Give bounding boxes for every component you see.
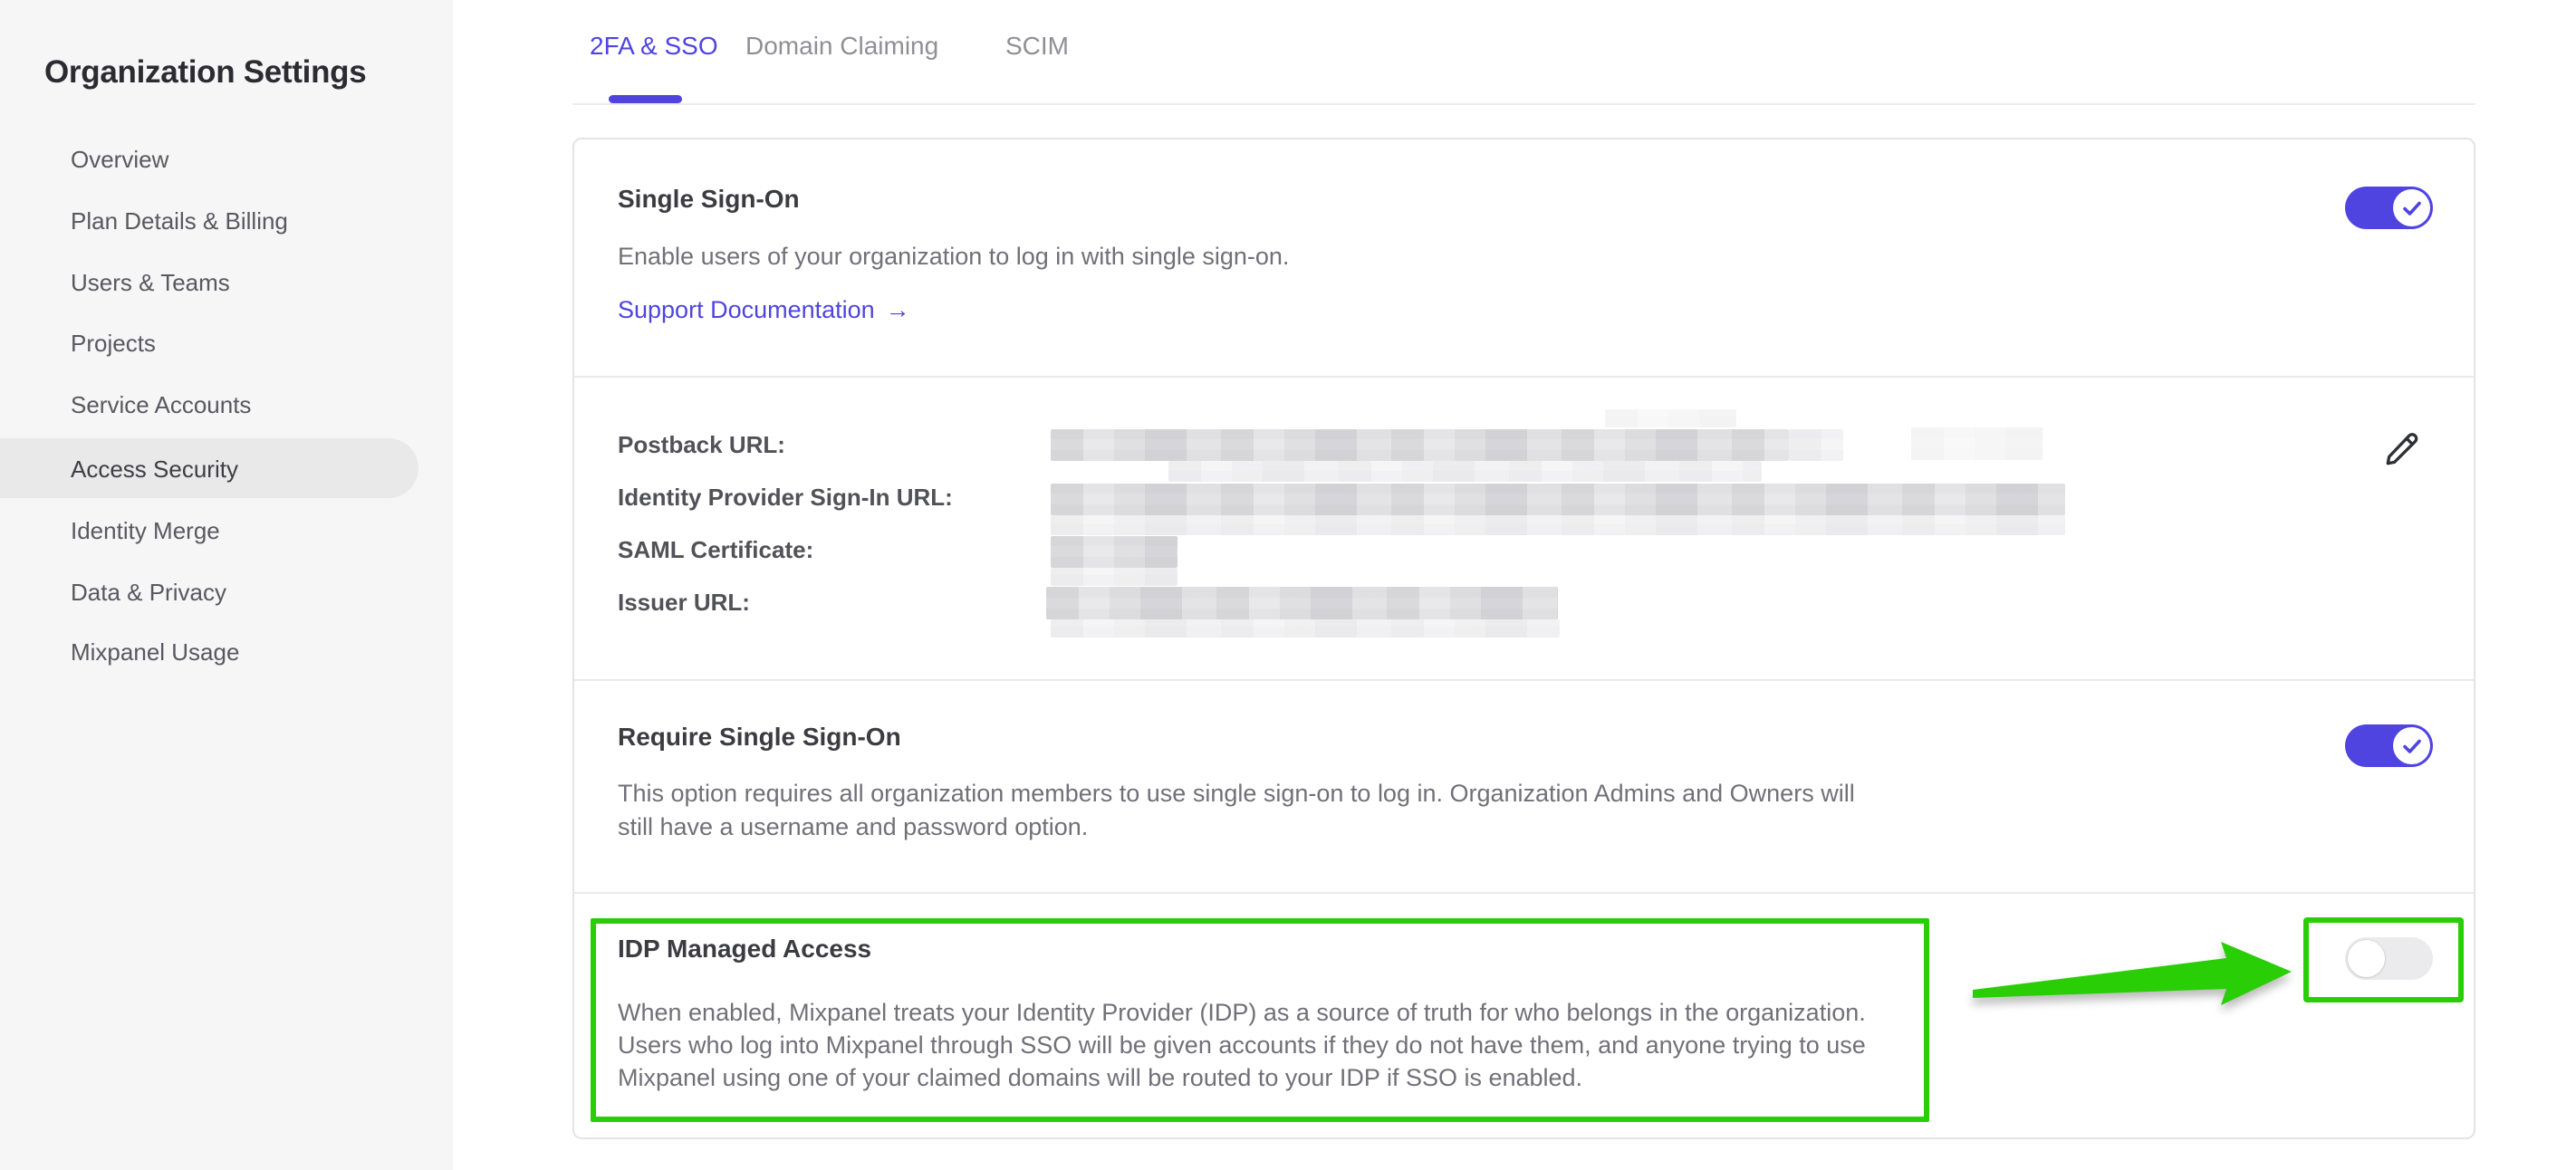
- sidebar-item-users-teams[interactable]: Users & Teams: [71, 269, 230, 296]
- require-sso-description: [618, 777, 1855, 844]
- postback-url-value-redacted: [1168, 461, 1762, 482]
- idp-signin-url-value-redacted: [1051, 515, 2065, 535]
- idp-description-line: Users who log into Mixpanel through SSO will be given accounts if they do not have them, and anyone trying to use: [618, 1031, 1866, 1059]
- section-divider: [574, 679, 2474, 681]
- toggle-knob: [2393, 727, 2430, 764]
- sidebar-item-mixpanel-usage[interactable]: Mixpanel Usage: [71, 638, 240, 666]
- postback-url-value-redacted: [1789, 429, 1843, 461]
- sidebar-item-service-accounts[interactable]: Service Accounts: [71, 391, 252, 418]
- sidebar-item-overview[interactable]: Overview: [71, 146, 169, 173]
- saml-certificate-label: SAML Certificate:: [618, 536, 814, 563]
- sidebar: [0, 0, 453, 1170]
- tab-2fa-sso[interactable]: 2FA & SSO: [590, 32, 718, 60]
- pencil-icon: [2383, 430, 2421, 468]
- postback-url-value-redacted: [1605, 409, 1736, 427]
- access-security-card: [572, 138, 2475, 1139]
- page-title: Organization Settings: [44, 54, 367, 90]
- section-divider: [574, 376, 2474, 378]
- edit-saml-config-button[interactable]: [2369, 417, 2435, 482]
- single-sign-on-description: Enable users of your organization to log in with single sign-on.: [618, 243, 1290, 270]
- postback-url-value-redacted: [1051, 429, 1789, 461]
- toggle-knob: [2348, 940, 2385, 977]
- sidebar-item-data-privacy[interactable]: Data & Privacy: [71, 579, 226, 606]
- section-divider: [574, 892, 2474, 894]
- single-sign-on-title: Single Sign-On: [618, 185, 800, 213]
- sidebar-item-access-security[interactable]: Access Security: [71, 456, 238, 483]
- toggle-knob: [2393, 189, 2430, 226]
- idp-description-line: Mixpanel using one of your claimed domains will be routed to your IDP if SSO is enabled.: [618, 1064, 1583, 1091]
- sidebar-item-identity-merge[interactable]: Identity Merge: [71, 517, 220, 544]
- check-icon: [2401, 199, 2423, 217]
- idp-signin-url-label: Identity Provider Sign-In URL:: [618, 484, 953, 511]
- issuer-url-value-redacted: [1046, 587, 1558, 619]
- postback-url-label: Postback URL:: [618, 431, 785, 458]
- sidebar-item-plan-details-billing[interactable]: Plan Details & Billing: [71, 207, 288, 235]
- issuer-url-label: Issuer URL:: [618, 589, 750, 616]
- tab-domain-claiming[interactable]: Domain Claiming: [745, 32, 939, 60]
- issuer-url-value-redacted: [1051, 619, 1560, 638]
- active-tab-indicator: [609, 95, 682, 103]
- postback-url-value-redacted: [1911, 427, 2043, 460]
- tab-strip-border: [572, 103, 2475, 105]
- idp-signin-url-value-redacted: [1051, 484, 2065, 515]
- require-sso-title: Require Single Sign-On: [618, 723, 901, 751]
- saml-certificate-value-redacted: [1051, 536, 1177, 568]
- require-sso-toggle[interactable]: [2345, 724, 2433, 767]
- check-icon: [2401, 737, 2423, 755]
- arrow-right-icon: →: [885, 296, 910, 323]
- saml-certificate-value-redacted: [1051, 568, 1177, 586]
- idp-managed-access-description: [618, 996, 1866, 1094]
- idp-managed-access-toggle[interactable]: [2345, 937, 2433, 980]
- support-documentation-label: Support Documentation: [618, 296, 875, 323]
- tab-scim[interactable]: SCIM: [1005, 32, 1069, 60]
- idp-description-line: When enabled, Mixpanel treats your Identity Provider (IDP) as a source of truth for who belongs in the organization.: [618, 999, 1866, 1026]
- idp-managed-access-title: IDP Managed Access: [618, 935, 872, 963]
- single-sign-on-toggle[interactable]: [2345, 187, 2433, 229]
- require-sso-description-line: This option requires all organization members to use single sign-on to log in. Organization Admins and Owners will: [618, 780, 1855, 807]
- require-sso-description-line: still have a username and password option.: [618, 813, 1089, 840]
- support-documentation-link[interactable]: [618, 296, 910, 324]
- sidebar-item-projects[interactable]: Projects: [71, 330, 156, 357]
